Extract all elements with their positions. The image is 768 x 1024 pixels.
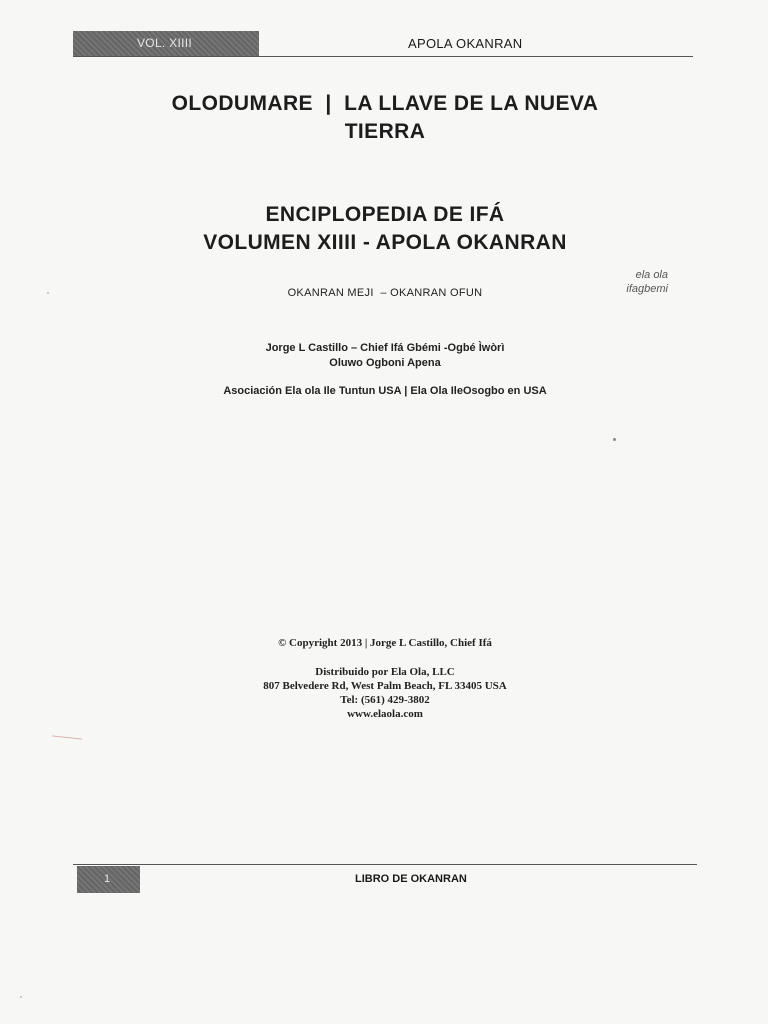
footer-title: LIBRO DE OKANRAN — [355, 873, 467, 885]
main-title-line2: TIERRA — [344, 120, 426, 143]
distribution-phone: Tel: (561) 429-3802 — [340, 694, 430, 706]
handwritten-note-line2: ifagbemi — [626, 283, 668, 295]
scan-speck — [613, 438, 616, 441]
distribution-line1: Distribuido por Ela Ola, LLC — [315, 666, 455, 678]
association-line: Asociación Ela ola Ile Tuntun USA | Ela Ola IleOsogbo en USA — [223, 385, 547, 397]
header-volume-label: VOL. XIIII — [137, 36, 193, 50]
copyright-line: © Copyright 2013 | Jorge L Castillo, Chief Ifá — [278, 637, 492, 649]
author-block — [80, 341, 690, 371]
distribution-address: 807 Belvedere Rd, West Palm Beach, FL 33405 USA — [263, 680, 507, 692]
handwritten-note-line1: ela ola — [635, 269, 668, 281]
distribution-block — [80, 665, 690, 721]
header-divider — [73, 56, 693, 57]
author-line2: Oluwo Ogboni Apena — [329, 357, 441, 369]
header-title: APOLA OKANRAN — [408, 36, 523, 51]
volume-title-line1: ENCIPLOPEDIA DE IFÁ — [265, 203, 505, 226]
footer-divider — [73, 864, 697, 865]
distribution-website: www.elaola.com — [347, 708, 423, 720]
scan-speck — [47, 292, 49, 294]
volume-title-line2: VOLUMEN XIIII - APOLA OKANRAN — [203, 231, 567, 254]
scan-speck — [20, 996, 22, 998]
main-title — [80, 90, 690, 146]
scan-mark — [52, 735, 82, 739]
main-title-line1: OLODUMARE | LA LLAVE DE LA NUEVA — [171, 92, 599, 115]
subtitle: OKANRAN MEJI – OKANRAN OFUN — [287, 287, 483, 299]
author-line1: Jorge L Castillo – Chief Ifá Gbémi -Ogbé Ìwòrì — [265, 342, 505, 354]
footer-page-number: 1 — [104, 873, 111, 885]
volume-title — [80, 201, 690, 257]
